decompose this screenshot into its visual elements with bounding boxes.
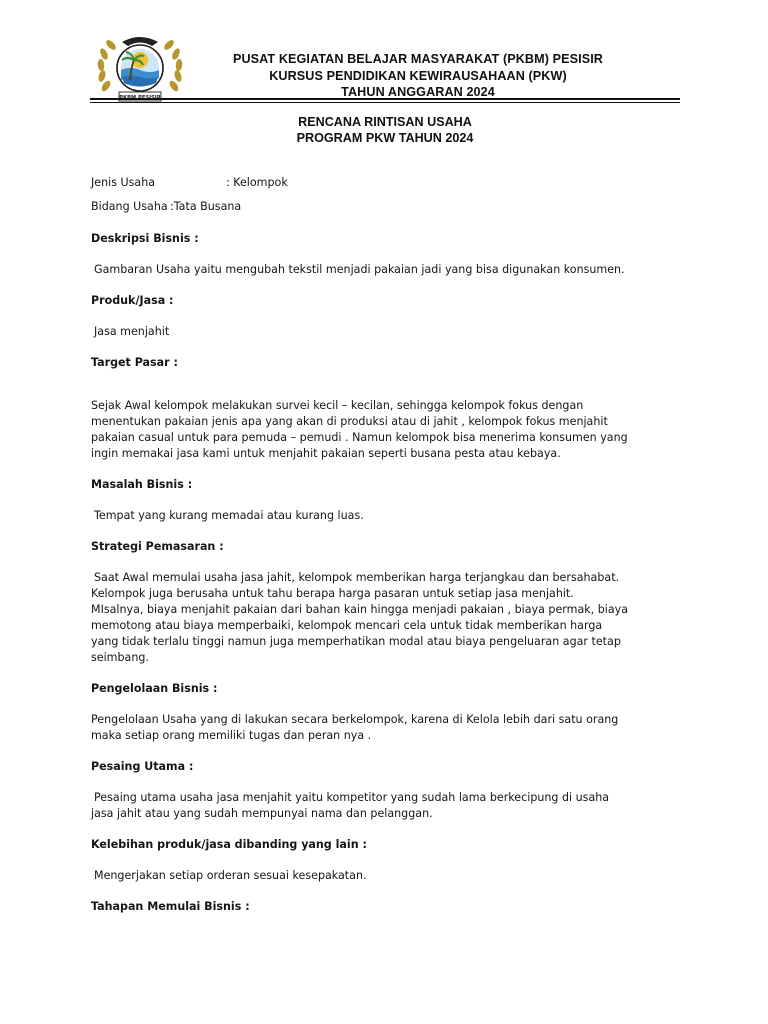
text-strategi-line: yang tidak terlalu tinggi namun juga memperhatikan modal atau biaya pengeluaran agar tetap [91, 635, 621, 648]
text-masalah: Tempat yang kurang memadai atau kurang luas. [94, 509, 364, 522]
text-target-line: Sejak Awal kelompok melakukan survei kecil – kecilan, sehingga kelompok fokus dengan [91, 399, 584, 412]
document-body [91, 175, 691, 915]
field-bidang-value: :Tata Busana [170, 200, 242, 213]
document-title [90, 114, 680, 146]
text-strategi [91, 570, 691, 666]
heading-kelebihan: Kelebihan produk/jasa dibanding yang lain : [91, 838, 367, 851]
text-strategi-line: Saat Awal memulai usaha jasa jahit, kelompok memberikan harga terjangkau dan bersahabat. [94, 571, 620, 584]
text-target-line: ingin memakai jasa kami untuk menjahit pakaian seperti busana pesta atau kebaya. [91, 447, 561, 460]
field-jenis-value: : Kelompok [226, 176, 288, 189]
logo-ribbon-text: PKBM PESISIR [119, 95, 161, 101]
text-strategi-line: Kelompok juga berusaha untuk tahu berapa harga pasaran untuk setiap jasa menjahit. [91, 587, 574, 600]
pkbm-logo-icon [92, 30, 188, 104]
letterhead-line-3: TAHUN ANGGARAN 2024 [341, 85, 495, 99]
heading-pesaing: Pesaing Utama : [91, 760, 194, 773]
text-deskripsi: Gambaran Usaha yaitu mengubah tekstil menjadi pakaian jadi yang bisa digunakan konsumen. [94, 263, 625, 276]
title-line-1: RENCANA RINTISAN USAHA [298, 115, 472, 129]
text-target-line: menentukan pakaian jenis apa yang akan di produksi atau di jahit , kelompok fokus menjahit [91, 415, 608, 428]
letterhead-line-1: PUSAT KEGIATAN BELAJAR MASYARAKAT (PKBM) PESISIR [232, 52, 604, 66]
heading-pengelolaan: Pengelolaan Bisnis : [91, 682, 218, 695]
field-bidang-usaha [91, 199, 691, 215]
text-pengelolaan-line: Pengelolaan Usaha yang di lakukan secara berkelompok, karena di Kelola lebih dari satu orang [91, 713, 619, 726]
text-strategi-line: seimbang. [91, 651, 149, 664]
heading-deskripsi: Deskripsi Bisnis : [91, 232, 199, 245]
field-bidang-label: Bidang Usaha [91, 200, 168, 213]
title-line-2: PROGRAM PKW TAHUN 2024 [296, 131, 474, 145]
heading-strategi: Strategi Pemasaran : [91, 540, 224, 553]
heading-target: Target Pasar : [91, 356, 178, 369]
text-strategi-line: MIsalnya, biaya menjahit pakaian dari bahan kain hingga menjadi pakaian , biaya permak, biaya [91, 603, 629, 616]
letterhead-line-2: KURSUS PENDIDIKAN KEWIRAUSAHAAN (PKW) [269, 68, 567, 83]
text-kelebihan: Mengerjakan setiap orderan sesuai kesepakatan. [94, 869, 367, 882]
letterhead-rule-thick [90, 98, 680, 100]
text-produk: Jasa menjahit [94, 325, 170, 338]
heading-masalah: Masalah Bisnis : [91, 478, 193, 491]
text-pesaing [91, 790, 691, 822]
text-target-line: pakaian casual untuk para pemuda – pemudi . Namun kelompok bisa menerima konsumen yang [91, 431, 628, 444]
field-jenis-usaha [91, 175, 691, 191]
letterhead-text [186, 51, 650, 101]
heading-tahapan: Tahapan Memulai Bisnis : [91, 900, 250, 913]
text-strategi-line: memotong atau biaya memperbaiki, kelompok mencari cela untuk tidak memberikan harga [91, 619, 603, 632]
text-pengelolaan [91, 712, 691, 744]
text-pesaing-line: jasa jahit atau yang sudah mempunyai nama dan pelanggan. [91, 807, 433, 820]
text-target [91, 398, 691, 462]
text-pengelolaan-line: maka setiap orang memiliki tugas dan peran nya . [91, 729, 372, 742]
heading-produk: Produk/Jasa : [91, 294, 174, 307]
field-jenis-label: Jenis Usaha [91, 176, 156, 189]
letterhead-rule-thin [90, 102, 680, 103]
text-pesaing-line: Pesaing utama usaha jasa menjahit yaitu kompetitor yang sudah lama berkecipung di usaha [94, 791, 610, 804]
